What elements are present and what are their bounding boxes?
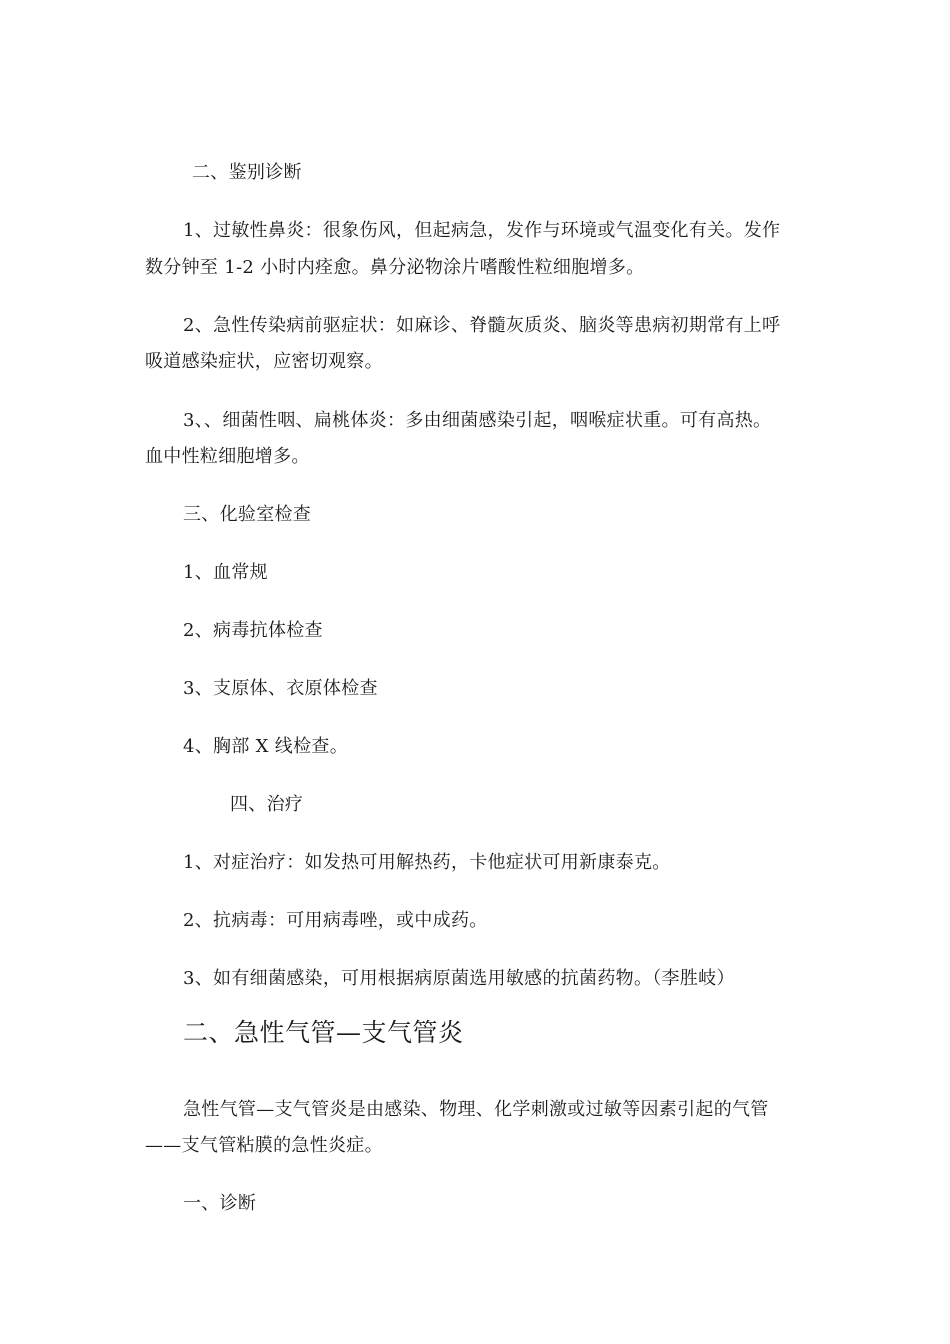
list-item: 1、血常规 [183, 562, 268, 583]
paragraph-line: 1、过敏性鼻炎：很象伤风，但起病急，发作与环境或气温变化有关。发作 [183, 220, 781, 241]
paragraph-line: 急性气管—支气管炎是由感染、物理、化学刺激或过敏等因素引起的气管 [183, 1099, 769, 1120]
list-item: 4、胸部 X 线检查。 [183, 736, 349, 757]
list-item: 3、支原体、衣原体检查 [183, 678, 378, 699]
section-heading-diagnosis: 一、诊断 [183, 1193, 257, 1214]
section-heading-treatment: 四、治疗 [230, 794, 304, 815]
paragraph-line: 2、急性传染病前驱症状：如麻诊、脊髓灰质炎、脑炎等患病初期常有上呼 [183, 315, 781, 336]
paragraph-line: ——支气管粘膜的急性炎症。 [145, 1135, 383, 1156]
list-item: 2、抗病毒：可用病毒唑，或中成药。 [183, 910, 488, 931]
section-heading-differential-diagnosis: 二、鉴别诊断 [192, 162, 302, 183]
list-item: 1、对症治疗：如发热可用解热药，卡他症状可用新康泰克。 [183, 852, 671, 873]
paragraph-line: 血中性粒细胞增多。 [145, 446, 310, 467]
paragraph-line: 吸道感染症状，应密切观察。 [145, 351, 383, 372]
list-item: 2、病毒抗体检查 [183, 620, 323, 641]
chapter-title: 二、急性气管—支气管炎 [183, 1018, 464, 1047]
paragraph-line: 数分钟至 1-2 小时内痊愈。鼻分泌物涂片嗜酸性粒细胞增多。 [145, 257, 645, 278]
paragraph-line: 3、、细菌性咽、扁桃体炎：多由细菌感染引起，咽喉症状重。可有高热。 [183, 410, 772, 431]
section-heading-lab-tests: 三、化验室检查 [183, 504, 312, 525]
list-item: 3、如有细菌感染，可用根据病原菌选用敏感的抗菌药物。（李胜岐） [183, 968, 735, 989]
